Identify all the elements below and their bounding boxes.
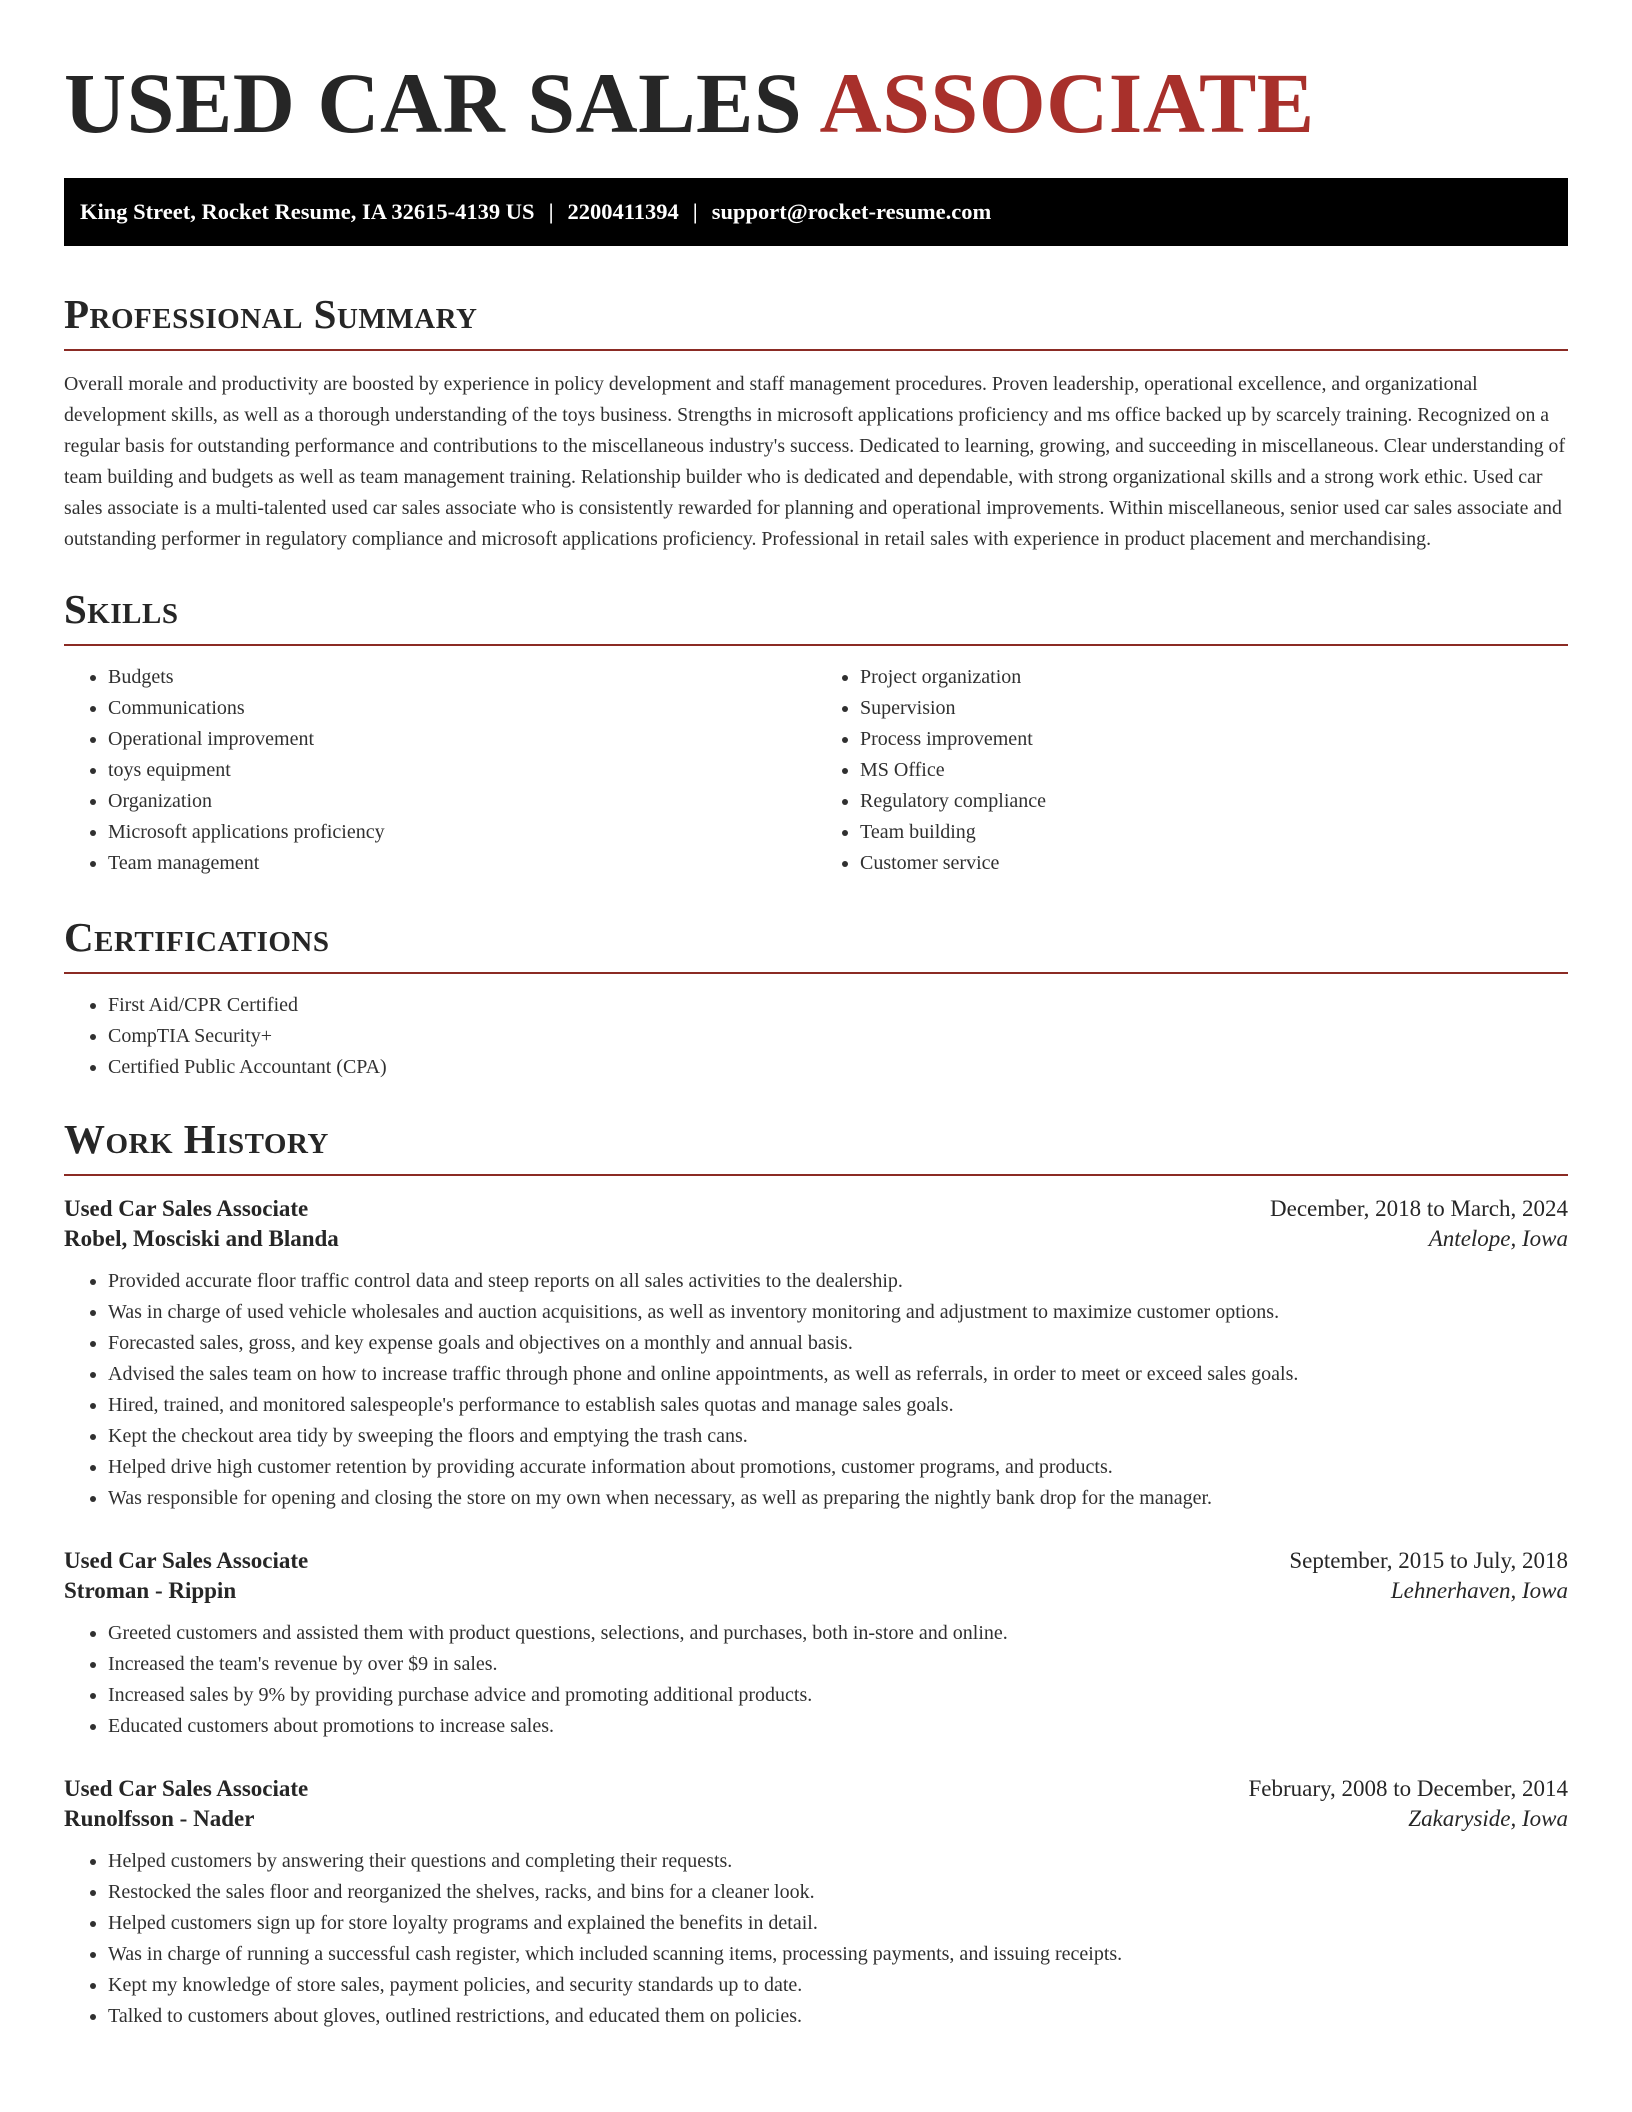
job-company-row	[64, 1578, 1568, 1604]
job-bullet: • Educated customers about promotions to increase sales.	[108, 1711, 1568, 1742]
job-bullet: • Increased the team's revenue by over $9 in sales.	[108, 1649, 1568, 1680]
skills-list-right	[816, 662, 1568, 879]
skill-item: • Operational improvement	[108, 724, 816, 755]
job-dates: December, 2018 to March, 2024	[1270, 1196, 1568, 1221]
certifications-heading: Certifications	[64, 917, 1568, 974]
job-entry	[64, 1196, 1568, 1514]
job-bullet: • Restocked the sales floor and reorganized the shelves, racks, and bins for a cleaner look.	[108, 1877, 1568, 1908]
certification-item: • First Aid/CPR Certified	[108, 990, 1568, 1021]
skills-section	[64, 586, 1568, 879]
job-company: Stroman - Rippin	[64, 1578, 237, 1603]
resume-title	[64, 56, 1568, 158]
skill-item: • Supervision	[860, 693, 1568, 724]
job-bullet: • Was in charge of used vehicle wholesales and auction acquisitions, as well as inventory monitoring and adjustment to maximize customer options.	[108, 1297, 1568, 1328]
skills-columns	[64, 662, 1568, 879]
skill-item: • Team management	[108, 848, 816, 879]
skill-item: • Team building	[860, 817, 1568, 848]
contact-email[interactable]: support@rocket-resume.com	[711, 199, 992, 224]
skill-item: • Budgets	[108, 662, 816, 693]
job-bullets	[64, 1846, 1568, 2032]
job-bullet: • Greeted customers and assisted them with product questions, selections, and purchases, both in-store and online.	[108, 1618, 1568, 1649]
skill-item: • MS Office	[860, 755, 1568, 786]
skill-item: • Microsoft applications proficiency	[108, 817, 816, 848]
contact-phone: 2200411394	[567, 199, 679, 224]
contact-separator: |	[548, 199, 554, 224]
job-bullets	[64, 1266, 1568, 1514]
job-location: Zakaryside, Iowa	[1408, 1806, 1568, 1831]
summary-text: Overall morale and productivity are boosted by experience in policy development and staff management procedures. Proven leadership, operational excellence, and organizational development skills, as well as a thorough understanding of the toys business. Strengths in microsoft applications proficiency and ms office backed up by scarcely training. Recognized on a regular basis for outstanding performance and contributions to the miscellaneous industry's success. Dedicated to learning, growing, and succeeding in miscellaneous. Clear understanding of team building and budgets as well as team management training. Relationship builder who is dedicated and dependable, with strong organizational skills and a strong work ethic. Used car sales associate is a multi-talented used car sales associate who is consistently rewarded for planning and operational improvements. Within miscellaneous, senior used car sales associate and outstanding performer in regulatory compliance and microsoft applications proficiency. Professional in retail sales with experience in product placement and merchandising.	[64, 373, 1566, 550]
job-bullet: • Increased sales by 9% by providing purchase advice and promoting additional products.	[108, 1680, 1568, 1711]
job-bullet: • Kept my knowledge of store sales, payment policies, and security standards up to date.	[108, 1970, 1568, 2001]
job-company: Robel, Mosciski and Blanda	[64, 1226, 339, 1251]
certifications-section	[64, 914, 1568, 1083]
job-dates: February, 2008 to December, 2014	[1248, 1776, 1568, 1801]
job-header-row	[64, 1776, 1568, 1802]
job-bullet: • Helped drive high customer retention by providing accurate information about promotions, customer programs, and products.	[108, 1452, 1568, 1483]
title-accent: ASSOCIATE	[819, 55, 1315, 151]
skill-item: • Regulatory compliance	[860, 786, 1568, 817]
job-header-row	[64, 1196, 1568, 1222]
contact-separator: |	[692, 199, 698, 224]
title-main: USED CAR SALES	[64, 55, 803, 151]
job-dates: September, 2015 to July, 2018	[1289, 1548, 1568, 1573]
job-company-row	[64, 1226, 1568, 1252]
job-company: Runolfsson - Nader	[64, 1806, 255, 1831]
job-bullets	[64, 1618, 1568, 1742]
job-title: Used Car Sales Associate	[64, 1548, 309, 1573]
job-location: Antelope, Iowa	[1428, 1226, 1568, 1251]
skill-item: • Process improvement	[860, 724, 1568, 755]
job-bullet: • Helped customers sign up for store loyalty programs and explained the benefits in detail.	[108, 1908, 1568, 1939]
job-bullet: • Forecasted sales, gross, and key expense goals and objectives on a monthly and annual basis.	[108, 1328, 1568, 1359]
skill-item: • Project organization	[860, 662, 1568, 693]
certification-item: • Certified Public Accountant (CPA)	[108, 1052, 1568, 1083]
job-bullet: • Was responsible for opening and closing the store on my own when necessary, as well as preparing the nightly bank drop for the manager.	[108, 1483, 1568, 1514]
job-bullet: • Talked to customers about gloves, outlined restrictions, and educated them on policies.	[108, 2001, 1568, 2032]
job-bullet: • Was in charge of running a successful cash register, which included scanning items, processing payments, and issuing receipts.	[108, 1939, 1568, 1970]
job-header-row	[64, 1548, 1568, 1574]
skill-item: • Organization	[108, 786, 816, 817]
job-bullet: • Hired, trained, and monitored salespeople's performance to establish sales quotas and manage sales goals.	[108, 1390, 1568, 1421]
job-company-row	[64, 1806, 1568, 1832]
skill-item: • toys equipment	[108, 755, 816, 786]
certification-item: • CompTIA Security+	[108, 1021, 1568, 1052]
summary-section	[64, 291, 1568, 555]
contact-address: King Street, Rocket Resume, IA 32615-4139 US	[80, 199, 535, 224]
job-title: Used Car Sales Associate	[64, 1196, 309, 1221]
job-location: Lehnerhaven, Iowa	[1390, 1578, 1568, 1603]
skill-item: • Communications	[108, 693, 816, 724]
work-history-section	[64, 1116, 1568, 2032]
certifications-list	[64, 990, 1568, 1083]
job-bullet: • Kept the checkout area tidy by sweeping the floors and emptying the trash cans.	[108, 1421, 1568, 1452]
skills-heading: Skills	[64, 589, 1568, 646]
skills-list-left	[64, 662, 816, 879]
skill-item: • Customer service	[860, 848, 1568, 879]
summary-heading: Professional Summary	[64, 294, 1568, 351]
contact-bar	[64, 178, 1568, 246]
job-bullet: • Helped customers by answering their questions and completing their requests.	[108, 1846, 1568, 1877]
work-history-heading: Work History	[64, 1119, 1568, 1176]
job-entry	[64, 1776, 1568, 2032]
job-bullet: • Provided accurate floor traffic control data and steep reports on all sales activities to the dealership.	[108, 1266, 1568, 1297]
job-entry	[64, 1548, 1568, 1742]
job-bullet: • Advised the sales team on how to increase traffic through phone and online appointments, as well as referrals, in order to meet or exceed sales goals.	[108, 1359, 1568, 1390]
job-title: Used Car Sales Associate	[64, 1776, 309, 1801]
